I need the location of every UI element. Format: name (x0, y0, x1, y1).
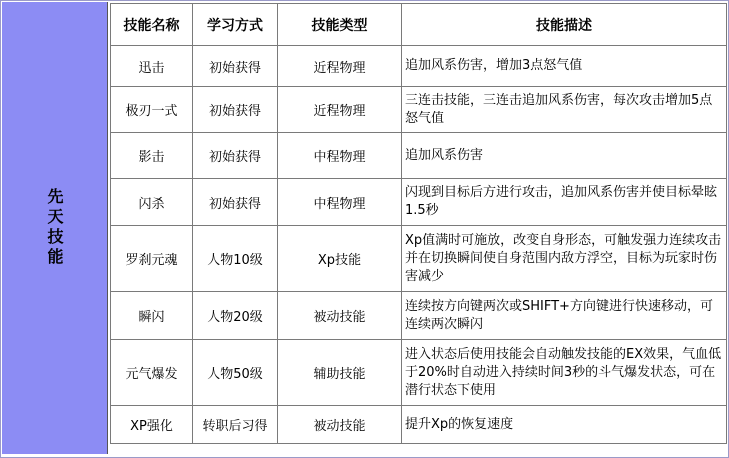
learn-method: 初始获得 (193, 87, 278, 133)
skill-name: 闪杀 (111, 179, 193, 226)
skill-name: 元气爆发 (111, 340, 193, 406)
skill-description: 连续按方向键两次或SHIFT+方向键进行快速移动，可连续两次瞬闪 (402, 292, 727, 340)
table-row (111, 226, 727, 292)
skill-name: 迅击 (111, 46, 193, 87)
learn-method: 人物50级 (193, 340, 278, 406)
learn-method: 初始获得 (193, 133, 278, 179)
table-row (111, 340, 727, 406)
skill-description: 追加风系伤害 (402, 133, 727, 179)
header-learn-method: 学习方式 (193, 4, 278, 46)
skill-description: 提升Xp的恢复速度 (402, 406, 727, 444)
skill-name: XP强化 (111, 406, 193, 444)
skill-description: 进入状态后使用技能会自动触发技能的EX效果，气血低于20%时自动进入持续时间3秒的斗气爆发状态，可在潜行状态下使用 (402, 340, 727, 406)
skill-type: Xp技能 (278, 226, 402, 292)
header-row (111, 4, 727, 46)
skill-description: 三连击技能，三连击追加风系伤害，每次攻击增加5点怒气值 (402, 87, 727, 133)
table-row (111, 133, 727, 179)
learn-method: 初始获得 (193, 46, 278, 87)
skill-name: 影击 (111, 133, 193, 179)
table-row (111, 46, 727, 87)
table-row (111, 292, 727, 340)
skill-type: 辅助技能 (278, 340, 402, 406)
skill-name: 极刃一式 (111, 87, 193, 133)
learn-method: 人物20级 (193, 292, 278, 340)
header-skill-description: 技能描述 (402, 4, 727, 46)
skill-name: 瞬闪 (111, 292, 193, 340)
skill-type: 被动技能 (278, 292, 402, 340)
skill-type: 中程物理 (278, 179, 402, 226)
skill-description: 闪现到目标后方进行攻击，追加风系伤害并使目标晕眩1.5秒 (402, 179, 727, 226)
header-skill-name: 技能名称 (111, 4, 193, 46)
learn-method: 初始获得 (193, 179, 278, 226)
skill-description: 追加风系伤害，增加3点怒气值 (402, 46, 727, 87)
table-row (111, 87, 727, 133)
skills-table (110, 3, 727, 444)
header-skill-type: 技能类型 (278, 4, 402, 46)
skill-type: 被动技能 (278, 406, 402, 444)
skill-description: Xp值满时可施放，改变自身形态，可触发强力连续攻击并在切换瞬间使自身范围内敌方浮空，目标为玩家时伤害减少 (402, 226, 727, 292)
skill-type: 近程物理 (278, 87, 402, 133)
skill-type: 中程物理 (278, 133, 402, 179)
table-row (111, 179, 727, 226)
learn-method: 转职后习得 (193, 406, 278, 444)
skill-name: 罗刹元魂 (111, 226, 193, 292)
skill-type: 近程物理 (278, 46, 402, 87)
table-row (111, 406, 727, 444)
learn-method: 人物10级 (193, 226, 278, 292)
category-cell (2, 2, 108, 454)
category-label: 先天技能 (45, 188, 64, 268)
